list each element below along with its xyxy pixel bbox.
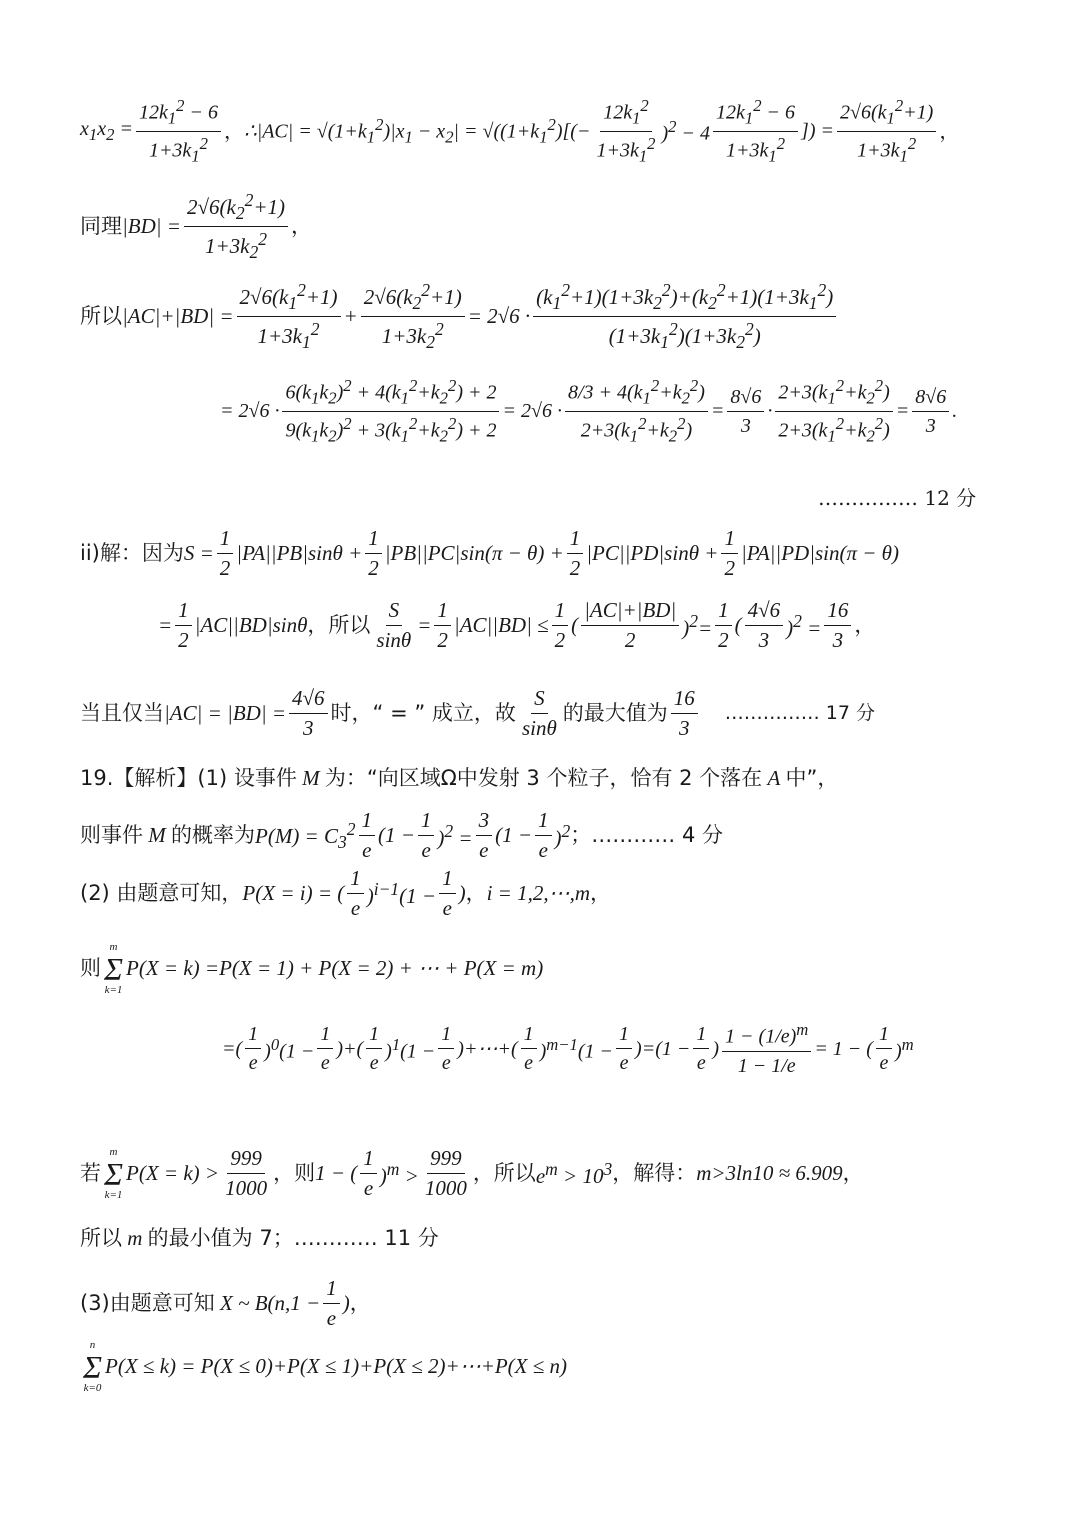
line-13-geometric-sum: =( $\frac{1}{e}$ )$^0$(1 − $\frac{1}{e}$ )+( $\frac{1}{e}$ )$^1$(1 − $\frac{1}{e}$ )+⋯+( $\frac{1}{e}$ )$^{m-1}$(1 − $\frac{1}{e}$ )=(1 − $\frac{1}{e}$ ) $\frac{1 - (1/e)^m}{1 - 1/e}$ = 1 − ( $\frac{1}{e}$ )$^m$: [222, 1020, 914, 1077]
line-4-simplify: = 2√6 · $\frac{6(k_1k_2)^2 + 4(k_1^2+k_2^2) + 2}{9(k_1k_2)^2 + 3(k_1^2+k_2^2) + 2}$ = 2√6 · $\frac{8/3 + 4(k_1^2+k_2^2)}{2+3(k_1^2+k_2^2)}$ = $\frac{8√6}{3}$ · $\frac{2+3(k_1^2+k_2^2)}{2+3(k_1^2+k_2^2)}$ = $\frac{8√6}{3}$ .: [220, 376, 958, 446]
line-10-probability-m: 则事件 M 的概率为 $P(M) = C_3^2$ $\frac{1}{e}$ (1 − $\frac{1}{e}$ )$^2$ = $\frac{3}{e}$ (1 − $\frac{1}{e}$ )$^2$ ；………… 4 分: [80, 808, 723, 863]
line-15-min-m: 所以 m 的最小值为 7；………… 11 分: [80, 1226, 439, 1250]
line-1-ac-length: $x_1x_2$ = $\frac{12k_1^2 - 6}{1+3k_1^2}$ ， ∴|AC| = $√(1+k_1^2)|x_1 - x_2| = √((1+k_1^2)[(-$ $\frac{12k_1^2}{1+3k_1^2}$ )$^2$ − 4 $\frac{12k_1^2 - 6}{1+3k_1^2}$ ]) = $\frac{2√6(k_1^2+1)}{1+3k_1^2}$ ，: [80, 96, 960, 166]
line-14-inequality: 若 m Σ k=1 P(X = k) > $\frac{999}{1000}$ ，则 1 − ( $\frac{1}{e}$ )$^m$ > $\frac{999}{1000}$ ，所以 $e^m > 10^3$ ，解得： m>3ln10 ≈ 6.909 ，: [80, 1145, 864, 1201]
line-16-binomial: (3)由题意可知 X ~ B(n,1 − $\frac{1}{e}$ ) ，: [80, 1276, 371, 1331]
line-2-bd-length: 同理 |BD| = $\frac{2√6(k_2^2+1)}{1+3k_2^2}$ ，: [80, 190, 312, 263]
line-17-cdf-sum: n Σ k=0 P(X ≤ k) = P(X ≤ 0)+P(X ≤ 1)+P(X ≤ 2)+⋯+P(X ≤ n): [83, 1339, 568, 1394]
line-3-sum-ac-bd: 所以 |AC|+|BD| = $\frac{2√6(k_1^2+1)}{1+3k_1^2}$ + $\frac{2√6(k_2^2+1)}{1+3k_2^2}$ = 2√6 · $\frac{(k_1^2+1)(1+3k_2^2)+(k_2^2+1)(1+3k_1^2)}{(1+3k_1^2)(1+3k_2^2)}$: [80, 280, 1020, 353]
line-9-q19-part1: 19.【解析】(1) 设事件 M 为：“向区域Ω中发射 3 个粒子，恰有 2 个落在 A 中”，: [80, 766, 839, 790]
line-11-distribution: (2) 由题意可知， P(X = i) = ( $\frac{1}{e}$ )$^{i-1}$(1 − $\frac{1}{e}$ ) ， i = 1,2,⋯,m ，: [80, 866, 611, 921]
line-6-area-s: ii)解：因为 S = $\frac{1}{2}$ |PA||PB|sinθ + $\frac{1}{2}$ |PB||PC|sin(π − θ) + $\frac{1}{2}$ |PC||PD|sinθ + $\frac{1}{2}$ |PA||PD|sin(π − θ): [80, 526, 899, 581]
line-12-sum: 则 m Σ k=1 P(X = k) =P(X = 1) + P(X = 2) + ⋯ + P(X = m): [80, 941, 544, 996]
score-marker-12: …………… 12 分: [818, 486, 977, 510]
line-7-inequality: = $\frac{1}{2}$ |AC||BD|sinθ ，所以 $\frac{S}{\sin\theta}$ = $\frac{1}{2}$ |AC||BD| ≤ $\frac{1}{2}$ ( $\frac{|AC|+|BD|}{2}$ )$^2$= $\frac{1}{2}$ ( $\frac{4√6}{3}$ )$^2$ = $\frac{16}{3}$ ，: [158, 598, 876, 653]
line-8-max-value: 当且仅当 |AC| = |BD| = $\frac{4√6}{3}$ 时，“ = ” 成立，故 $\frac{S}{\sin\theta}$ 的最大值为 $\frac{16}{3}$ …………… 17 分: [80, 686, 876, 741]
summation-symbol: m Σ k=1: [104, 941, 124, 996]
